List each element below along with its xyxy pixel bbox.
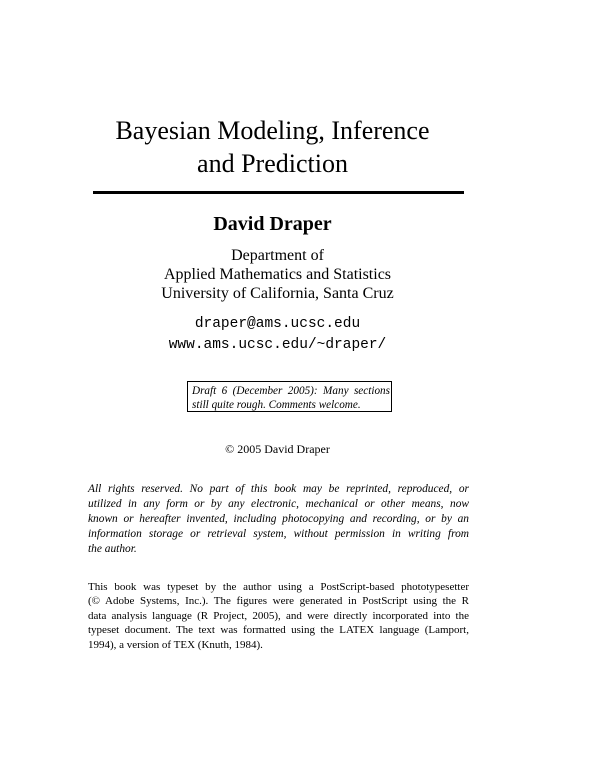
typeset-line: data analysis language (R Project, 2005), and were directly incorporated into the [88, 609, 469, 622]
book-title [0, 114, 545, 180]
rights-paragraph [88, 482, 469, 557]
contact-block [0, 314, 555, 356]
title-rule [93, 191, 464, 194]
rights-line: utilized in any form or by any electronic, mechanical or other means, now [88, 498, 469, 510]
draft-note-box [187, 381, 392, 412]
affiliation [0, 246, 555, 303]
rights-line: information storage or retrieval system, without permission in writing from [88, 528, 469, 540]
copyright-notice: © 2005 David Draper [225, 442, 330, 456]
typeset-line: 1994), a version of TEX (Knuth, 1984). [88, 638, 263, 651]
typeset-line: (© Adobe Systems, Inc.). The figures were generated in PostScript using the R [88, 595, 469, 608]
affiliation-line-1: Department of [231, 247, 324, 264]
title-line-2: and Prediction [197, 149, 348, 178]
author-name: David Draper [213, 213, 332, 235]
affiliation-line-3: University of California, Santa Cruz [161, 285, 394, 302]
rights-line: the author. [88, 543, 137, 555]
rights-line: All rights reserved. No part of this book may be reprinted, reproduced, or [88, 483, 469, 495]
draft-note-line-1: Draft 6 (December 2005): Many sections [192, 385, 390, 397]
affiliation-line-2: Applied Mathematics and Statistics [163, 266, 392, 283]
website-link[interactable]: www.ams.ucsc.edu/~draper/ [168, 337, 387, 353]
typeset-paragraph [88, 580, 469, 652]
typeset-line: typeset document. The text was formatted using the LATEX language (Lamport, [88, 624, 469, 637]
typeset-line: This book was typeset by the author using a PostScript-based phototypesetter [88, 581, 469, 593]
title-line-1: Bayesian Modeling, Inference [115, 116, 430, 145]
draft-note-line-2: still quite rough. Comments welcome. [192, 399, 361, 411]
rights-line: known or hereafter invented, including photocopying and recording, or by an [88, 513, 469, 525]
email-link[interactable]: draper@ams.ucsc.edu [194, 316, 361, 332]
